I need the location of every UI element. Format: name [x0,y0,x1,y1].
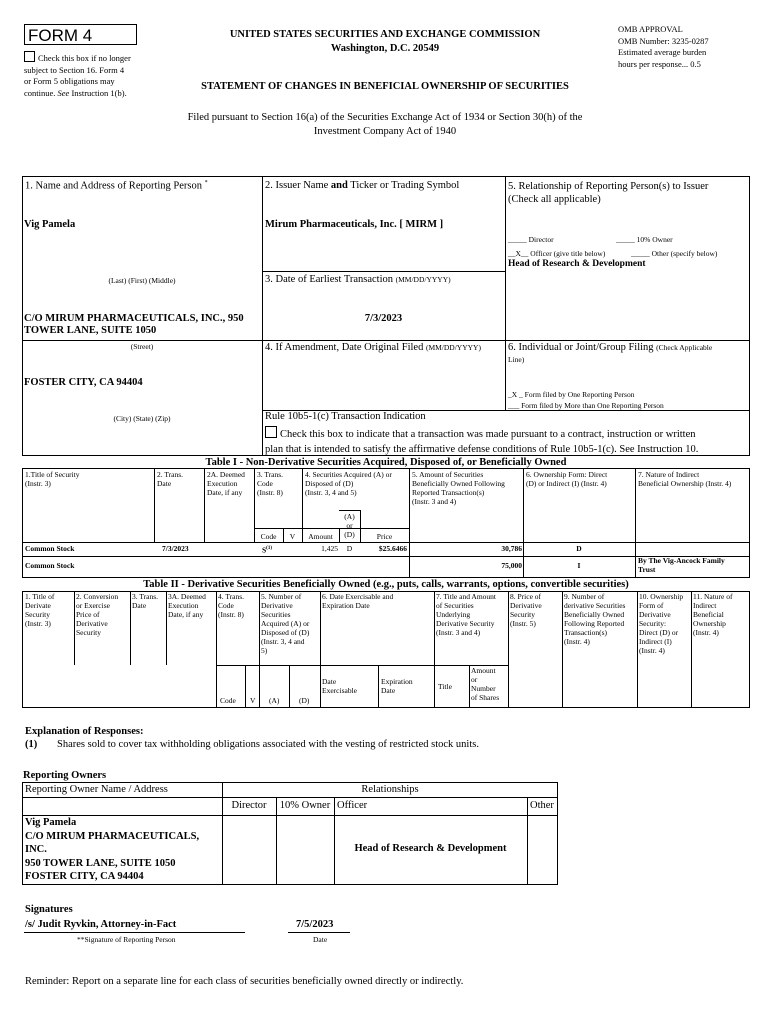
rel-director: _____ Director [508,235,554,244]
t2-h-code: 4. Trans. Code (Instr. 8) [218,592,245,619]
date-caption: Date [313,935,328,944]
statement-title: STATEMENT OF CHANGES IN BENEFICIAL OWNERSHIP OF SECURITIES [201,81,569,92]
t1-sub-price: Price [376,532,393,541]
t1-row1-code: $S^{(1)}$ [262,545,273,555]
t2-sub-v: V [250,696,256,705]
earliest-transaction-date: 7/3/2023 [364,313,403,324]
t2-h-date: 3. Trans. Date [132,592,159,610]
signature-name: /s/ Judit Ryvkin, Attorney-in-Fact [25,919,177,930]
name-caption: (Last) (First) (Middle) [108,276,176,285]
t2-h-underlying: 7. Title and Amount of Securities Underlying Derivative Security (Instr. 3 and 4) [436,592,497,637]
table2-title: Table II - Derivative Securities Beneficially Owned (e.g., puts, calls, warrants, options, convertible securities) [143,579,629,590]
t1-row1-date: 7/3/2023 [162,544,189,553]
t2-sub-code: Code [220,696,236,705]
rule-checkbox[interactable] [265,426,277,438]
rule-text: Check this box to indicate that a transaction was made pursuant to a contract, instruction or written plan that is intended to satisfy the affirmative defense conditions of Rule 10b5-1(c). See Instruction 10. [265,426,750,457]
signatures-title: Signatures [25,904,73,915]
t2-h-exercisable: 6. Date Exercisable and Expiration Date [322,592,394,610]
t2-sub-exercisable: Date Exercisable [322,677,357,695]
signature-caption: **Signature of Reporting Person [77,935,176,944]
t2-sub-amount: Amount or Number of Shares [471,666,500,702]
t1-h-form: 6. Ownership Form: Direct (D) or Indirect (I) (Instr. 4) [526,470,608,488]
t1-sub-v: V [289,532,296,541]
rel-officer: __X__ Officer (give title below) [508,249,606,258]
t1-h-date: 2. Trans. Date [157,470,184,488]
t1-row1-owned: 30,786 [501,544,522,553]
omb-approval: OMB APPROVAL OMB Number: 3235-0287 Estimated average burden hours per response... 0.5 [618,24,709,69]
filed-pursuant: Filed pursuant to Section 16(a) of the Securities Exchange Act of 1934 or Section 30(h) of the Investment Company Act of 1940 [187,112,583,137]
reporting-person-name: Vig Pamela [24,219,76,230]
t2-h-nature: 11. Nature of Indirect Beneficial Ownership (Instr. 4) [693,592,733,637]
explanation-title: Explanation of Responses: [25,726,144,737]
t2-h-price: 8. Price of Derivative Security (Instr. 5) [510,592,542,628]
form-title: FORM 4 [28,26,93,45]
reporting-person-city: FOSTER CITY, CA 94404 [24,377,143,388]
t2-sub-a: (A) [269,696,280,705]
table1-title: Table I - Non-Derivative Securities Acquired, Disposed of, or Beneficially Owned [205,457,567,468]
owners-col-other: Other [530,800,554,811]
section16-check: Check this box if no longer subject to Section 16. Form 4 or Form 5 obligations may continue. See Instruction 1(b). [24,53,131,98]
owners-col-officer: Officer [337,800,368,811]
t1-sub-code: Code [260,532,277,541]
reporting-person-street: C/O MIRUM PHARMACEUTICALS, INC., 950 TOWER LANE, SUITE 1050 [24,313,244,336]
box5-label: 5. Relationship of Reporting Person(s) to Issuer (Check all applicable) [508,181,709,205]
owners-col-owner: 10% Owner [279,800,331,811]
t2-h-owned: 9. Number of derivative Securities Beneficially Owned Following Reported Transaction(s) (Instr. 4) [564,592,626,646]
t1-h-deemed: 2A. Deemed Execution Date, if any [207,470,245,497]
t2-sub-expiration: Expiration Date [381,677,413,695]
officer-title: Head of Research & Development [508,259,646,269]
rel-other: _____ Other (specify below) [631,249,718,258]
issuer-name: Mirum Pharmaceuticals, Inc. [ MIRM ] [265,219,444,230]
t1-h-acquired: 4. Securities Acquired (A) or Disposed of (D) (Instr. 3, 4 and 5) [305,470,392,497]
t1-h-nature: 7. Nature of Indirect Beneficial Ownership (Instr. 4) [638,470,732,488]
street-caption: (Street) [130,342,154,351]
box1-label: 1. Name and Address of Reporting Person * [25,180,208,192]
t1-h-code: 3. Trans. Code (Instr. 8) [257,470,284,497]
t2-sub-title: Title [438,682,452,691]
footnote-text: Shares sold to cover tax withholding obligations associated with the vesting of restricted stock units. [57,739,479,750]
t1-sub-ad: (A) or (D) [344,512,355,539]
form-title-box [24,24,137,45]
t1-h-title: 1.Title of Security (Instr. 3) [25,470,80,488]
t1-h-amount: 5. Amount of Securities Beneficially Owned Following Reported Transaction(s) (Instr. 3 and 4) [412,470,505,506]
t1-row2-form: I [577,561,581,570]
agency-location: Washington, D.C. 20549 [330,43,440,54]
t1-row1-ad: D [346,544,353,553]
t1-row2-title: Common Stock [25,561,75,570]
filing-one-person: _X _ Form filed by One Reporting Person [508,390,635,399]
owner-address: Vig Pamela C/O MIRUM PHARMACEUTICALS, INC. 950 TOWER LANE, SUITE 1050 FOSTER CITY, CA 94404 [25,817,200,882]
owners-title: Reporting Owners [23,770,107,781]
section16-checkbox[interactable] [24,51,35,62]
box6-label: 6. Individual or Joint/Group Filing (Check Applicable Line) [508,342,713,364]
owners-col-director: Director [231,800,267,811]
t2-h-conversion: 2. Conversion or Exercise Price of Derivative Security [76,592,119,637]
signature-date: 7/5/2023 [296,919,334,930]
t2-h-form: 10. Ownership Form of Derivative Security: Direct (D) or Indirect (I) (Instr. 4) [639,592,684,655]
t1-row1-amount: 1,425 [321,544,338,553]
owners-col-rel: Relationships [361,784,419,795]
t2-h-deemed: 3A. Deemed Execution Date, if any [168,592,206,619]
filing-multiple: ___ Form filed by More than One Reporting Person [508,401,664,410]
t2-sub-d: (D) [299,696,310,705]
t1-row1-form: D [576,544,582,553]
t1-sub-amount: Amount [308,532,333,541]
box3-label: 3. Date of Earliest Transaction (MM/DD/YYYY) [265,274,451,285]
t1-row2-owned: 75,000 [501,561,522,570]
t1-row1-price: $25.6466 [378,544,407,553]
t2-h-title: 1. Title of Derivate Security (Instr. 3) [25,592,55,628]
reminder: Reminder: Report on a separate line for each class of securities beneficially owned directly or indirectly. [25,976,464,987]
agency-title: UNITED STATES SECURITIES AND EXCHANGE COMMISSION [229,29,541,40]
box2-label: 2. Issuer Name and Ticker or Trading Symbol [265,180,460,191]
footnote-number: (1) [25,739,38,750]
city-caption: (City) (State) (Zip) [113,414,171,423]
t1-row2-nature: By The Vig-Ancock Family Trust [638,556,725,574]
owners-col-name: Reporting Owner Name / Address [25,784,168,795]
t2-h-number: 5. Number of Derivative Securities Acquired (A) or Disposed of (D) (Instr. 3, 4 and 5) [261,592,310,655]
rule-title: Rule 10b5-1(c) Transaction Indication [265,411,426,422]
t1-row1-title: Common Stock [25,544,75,553]
box4-label: 4. If Amendment, Date Original Filed (MM/DD/YYYY) [265,342,481,353]
owner-officer-title: Head of Research & Development [354,843,507,854]
rel-owner: _____ 10% Owner [616,235,673,244]
